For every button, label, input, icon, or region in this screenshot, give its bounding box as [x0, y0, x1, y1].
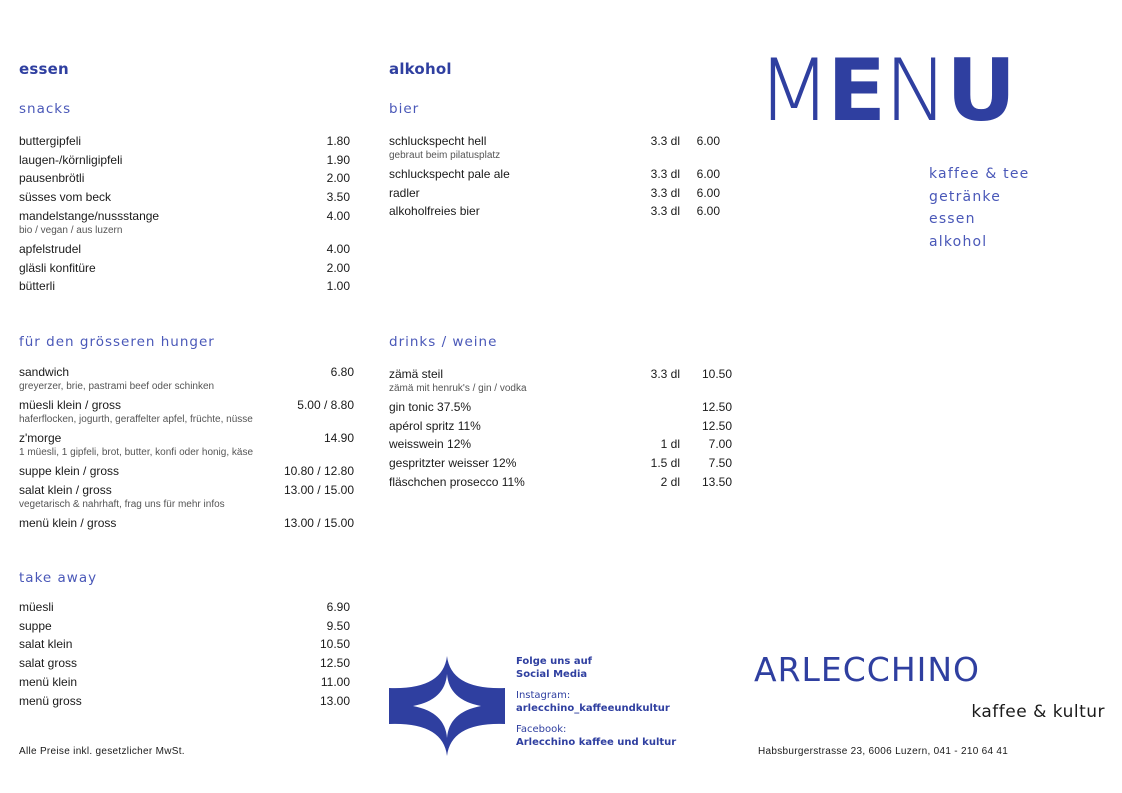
menu-item	[389, 167, 720, 181]
menu-item-volume: 3.3 dl	[650, 134, 680, 148]
menu-item-name: z'morge	[19, 431, 62, 445]
menu-item-volume: 3.3 dl	[650, 185, 680, 200]
menu-item-price: 10.50	[319, 637, 350, 652]
menu-item	[19, 190, 350, 204]
arlecchino-star-logo	[389, 656, 505, 756]
menu-item-name: gespritzter weisser 12%	[389, 456, 517, 471]
menu-item	[389, 419, 732, 433]
snacks-heading: snacks	[19, 101, 72, 117]
menu-item	[389, 437, 732, 451]
menu-item-name: apérol spritz 11%	[389, 418, 481, 433]
brand-name: ARLECCHINO	[754, 650, 981, 689]
nav-item-getraenke[interactable]: getränke	[929, 188, 1002, 205]
social-block	[516, 655, 676, 749]
menu-title	[757, 41, 1017, 141]
menu-item-price: 13.00 / 15.00	[283, 482, 354, 497]
brand-tagline: kaffee & kultur	[971, 702, 1105, 722]
address: Habsburgerstrasse 23, 6006 Luzern, 041 - 210 64 41	[758, 746, 1009, 757]
takeaway-heading: take away	[19, 570, 98, 586]
drinks-heading: drinks / weine	[389, 334, 498, 350]
menu-item	[19, 675, 350, 689]
menu-item-name: alkoholfreies bier	[389, 204, 480, 219]
menu-item-price: 6.00	[696, 204, 720, 219]
menu-item-volume: 3.3 dl	[650, 167, 680, 181]
social-heading-line2: Social Media	[516, 669, 588, 680]
menu-item-name: laugen-/körnligipfeli	[19, 152, 123, 167]
menu-item-price: 10.50	[701, 367, 732, 381]
menu-item	[19, 619, 350, 633]
menu-item-price: 1.80	[326, 134, 350, 148]
menu-item-name: menü klein	[19, 674, 78, 689]
instagram-label: Instagram:	[516, 690, 571, 701]
menu-item-name: schluckspecht hell	[389, 134, 487, 148]
nav-item-kaffee-tee[interactable]: kaffee & tee	[929, 166, 1030, 182]
menu-item-price: 13.50	[701, 474, 732, 489]
menu-item	[19, 516, 354, 530]
menu-item-note: haferflocken, jogurth, geraffelter apfel, früchte, nüsse	[19, 414, 253, 425]
bier-heading: bier	[389, 101, 420, 117]
menu-item-name: gläsli konfitüre	[19, 260, 96, 275]
menu-item-name: menü klein / gross	[19, 515, 117, 530]
menu-item	[19, 398, 354, 425]
menu-letter-u: U	[946, 41, 1017, 141]
menu-item-volume: 3.3 dl	[650, 367, 680, 381]
menu-item-price: 6.00	[696, 134, 720, 148]
menu-item-note: vegetarisch & nahrhaft, frag uns für mehr infos	[19, 498, 225, 510]
menu-item-name: sandwich	[19, 365, 70, 379]
facebook-handle[interactable]: Arlecchino kaffee und kultur	[516, 737, 677, 748]
menu-item-price: 7.00	[708, 437, 732, 452]
nav-item-essen[interactable]: essen	[929, 211, 976, 227]
menu-item-name: fläschchen prosecco 11%	[389, 474, 525, 489]
menu-item	[19, 261, 350, 275]
menu-item	[19, 637, 350, 651]
menu-item	[19, 365, 354, 392]
menu-item	[389, 134, 720, 161]
menu-item-price: 12.50	[319, 656, 350, 671]
menu-item-price: 6.90	[326, 600, 350, 614]
menu-item-price: 14.90	[323, 431, 354, 445]
menu-item-name: buttergipfeli	[19, 134, 82, 148]
social-heading-line1: Folge uns auf	[516, 656, 593, 667]
menu-item	[389, 186, 720, 200]
menu-item-price: 4.00	[326, 241, 350, 256]
menu-item-note: gebraut beim pilatusplatz	[389, 150, 501, 161]
menu-item-price: 5.00 / 8.80	[297, 398, 354, 412]
instagram-handle[interactable]: arlecchino_kaffeeundkultur	[516, 703, 670, 714]
menu-item-name: müesli	[19, 600, 54, 614]
menu-nav	[929, 163, 1029, 253]
menu-item-note: greyerzer, brie, pastrami beef oder schinken	[19, 381, 215, 392]
menu-item-price: 1.00	[326, 279, 350, 294]
menu-item-name: suppe	[19, 618, 52, 633]
menu-item	[19, 656, 350, 670]
menu-item-price: 12.50	[701, 418, 732, 433]
menu-item-name: salat klein / gross	[19, 482, 112, 497]
menu-item-name: radler	[389, 185, 420, 200]
menu-item	[19, 464, 354, 478]
menu-item-price: 1.90	[326, 152, 350, 167]
menu-item	[19, 171, 350, 185]
menu-item-price: 2.00	[326, 171, 350, 186]
menu-item-note: zämä mit henruk's / gin / vodka	[389, 383, 527, 394]
menu-item	[19, 431, 354, 458]
menu-item	[19, 600, 350, 614]
menu-item	[389, 367, 732, 394]
menu-item-note: bio / vegan / aus luzern	[19, 224, 123, 236]
menu-item-price: 4.00	[326, 208, 350, 223]
menu-item	[19, 279, 350, 293]
menu-item-price: 3.50	[326, 190, 350, 205]
menu-letter-n: N	[883, 41, 947, 141]
menu-item-name: salat klein	[19, 637, 73, 652]
menu-item-name: salat gross	[19, 656, 78, 671]
menu-item-name: apfelstrudel	[19, 241, 82, 256]
essen-heading: essen	[19, 60, 69, 78]
menu-item-note: 1 müesli, 1 gipfeli, brot, butter, konfi oder honig, käse	[19, 447, 254, 458]
menu-item-name: weisswein 12%	[389, 437, 472, 452]
menu-item-price: 10.80 / 12.80	[283, 464, 354, 478]
menu-item-price: 13.00	[319, 693, 350, 708]
facebook-label: Facebook:	[516, 724, 567, 735]
menu-item	[19, 208, 350, 236]
menu-item	[389, 400, 732, 414]
menu-item-volume: 1.5 dl	[650, 456, 680, 471]
menu-item-price: 9.50	[326, 618, 350, 633]
menu-item-name: suppe klein / gross	[19, 464, 120, 478]
menu-item	[19, 134, 350, 148]
menu-item-name: süsses vom beck	[19, 190, 112, 205]
menu-item-name: schluckspecht pale ale	[389, 167, 510, 181]
menu-item-price: 6.80	[330, 365, 354, 379]
menu-item-name: bütterli	[19, 279, 56, 294]
menu-item	[389, 204, 720, 218]
hunger-heading: für den grösseren hunger	[19, 334, 215, 350]
menu-item-name: pausenbrötli	[19, 171, 85, 186]
menu-item-price: 6.00	[696, 167, 720, 181]
menu-item	[19, 694, 350, 708]
menu-item-name: menü gross	[19, 693, 82, 708]
menu-item-price: 7.50	[708, 456, 732, 471]
menu-item-price: 11.00	[320, 674, 350, 689]
nav-item-alkohol[interactable]: alkohol	[929, 233, 988, 250]
menu-letter-m: M	[757, 41, 828, 141]
menu-item	[19, 482, 354, 510]
menu-letter-e: E	[827, 41, 884, 141]
menu-item-price: 13.00 / 15.00	[283, 515, 354, 530]
menu-item	[19, 242, 350, 256]
menu-item-name: gin tonic 37.5%	[389, 400, 472, 414]
alkohol-heading: alkohol	[389, 60, 452, 78]
menu-item-name: müesli klein / gross	[19, 398, 122, 412]
menu-item-volume: 2 dl	[660, 474, 680, 489]
menu-item	[19, 153, 350, 167]
menu-item-volume: 1 dl	[660, 437, 680, 452]
menu-item-price: 6.00	[696, 185, 720, 200]
menu-item-price: 12.50	[701, 400, 732, 414]
tax-note: Alle Preise inkl. gesetzlicher MwSt.	[19, 746, 185, 757]
menu-item-price: 2.00	[326, 260, 350, 275]
menu-item	[389, 456, 732, 470]
menu-item-volume: 3.3 dl	[650, 204, 680, 219]
menu-item-name: zämä steil	[389, 367, 444, 381]
menu-item	[389, 475, 732, 489]
menu-item-name: mandelstange/nussstange	[19, 208, 160, 223]
